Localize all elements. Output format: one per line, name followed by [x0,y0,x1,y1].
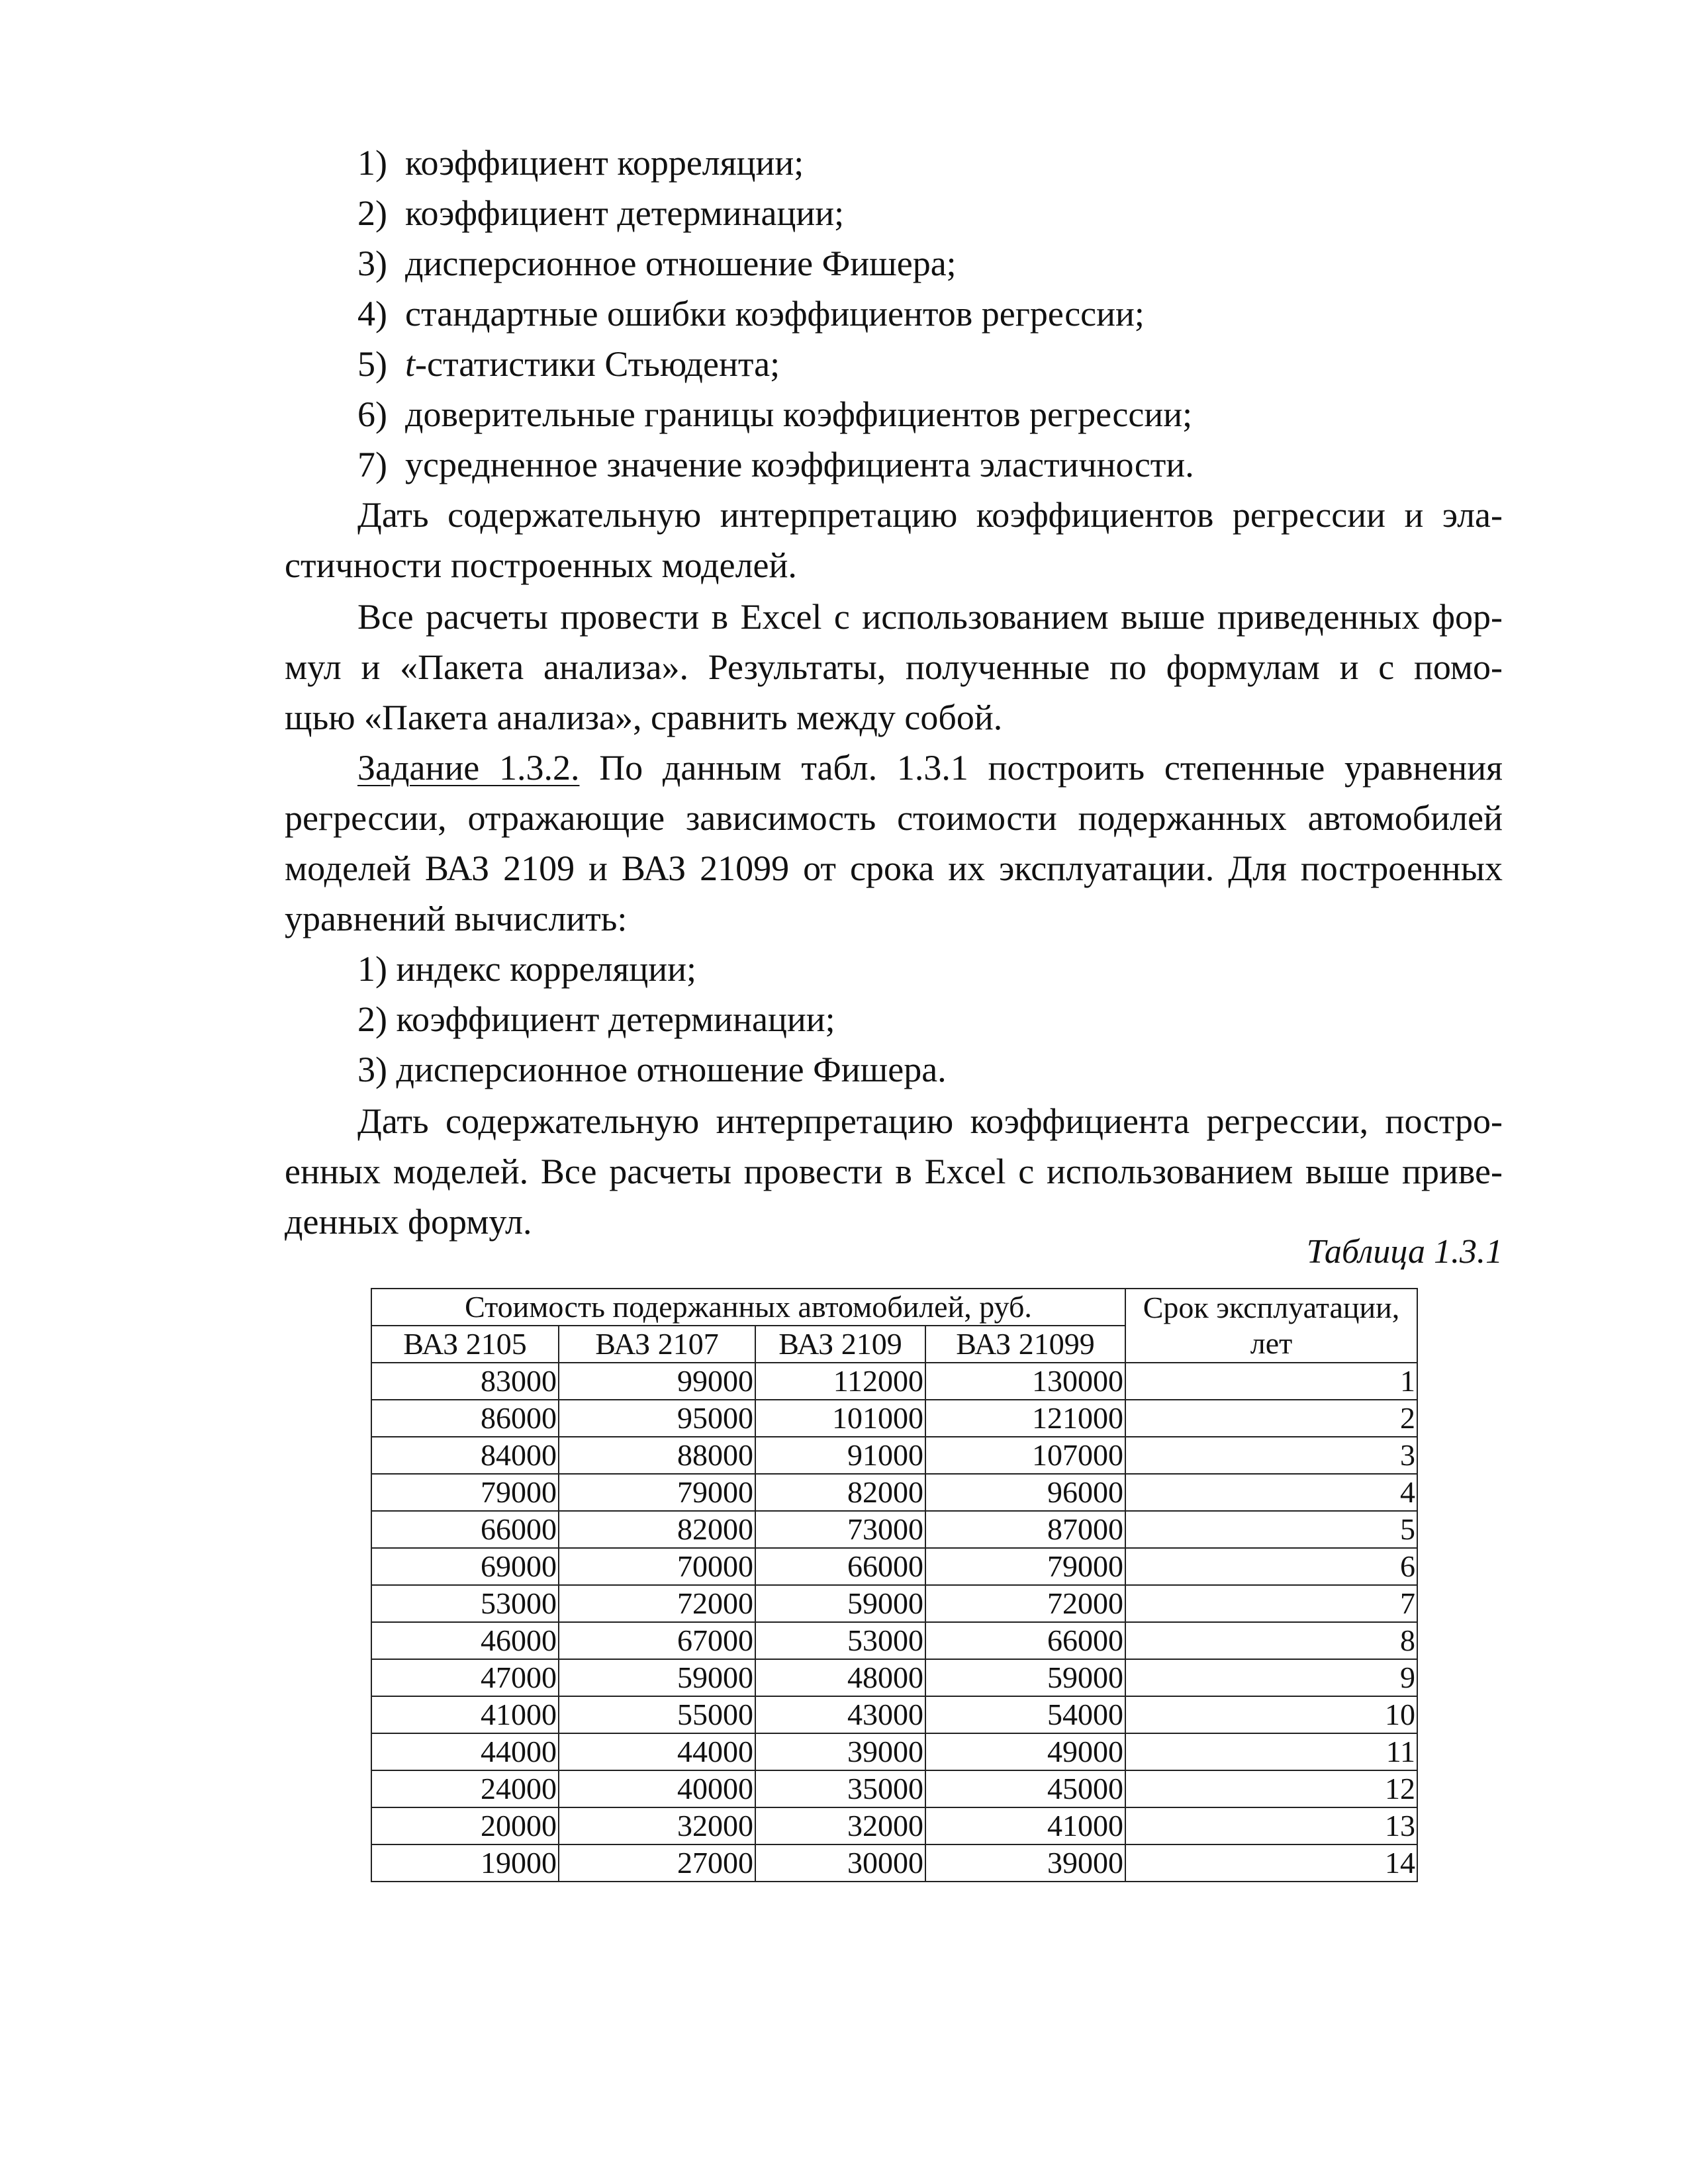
table-cell: 53000 [371,1585,559,1622]
table-row [371,1844,1417,1882]
table-cell: 44000 [559,1733,755,1770]
header-vaz-2109: ВАЗ 2109 [755,1326,925,1363]
table-header-row [371,1289,1417,1326]
table-cell: 6 [1125,1548,1417,1585]
table-cell: 39000 [925,1844,1125,1882]
table-cell: 66000 [371,1511,559,1548]
table-body [371,1363,1417,1882]
table-row [371,1585,1417,1622]
t-symbol: t [404,344,415,384]
list-item: 4) стандартные ошибки коэффициентов регрессии; [357,294,1145,334]
table-row [371,1548,1417,1585]
table-cell: 112000 [755,1363,925,1400]
table-cell: 72000 [559,1585,755,1622]
table-cell: 41000 [925,1807,1125,1844]
list-item: 5) t-статистики Стьюдента; [357,344,780,384]
table-cell: 95000 [559,1400,755,1437]
table-caption: Таблица 1.3.1 [1306,1233,1503,1271]
car-cost-table [371,1288,1418,1882]
table-row [371,1474,1417,1511]
table-cell: 84000 [371,1437,559,1474]
table-cell: 19000 [371,1844,559,1882]
table-cell: 20000 [371,1807,559,1844]
header-cost-group: Стоимость подержанных автомобилей, руб. [371,1289,1125,1326]
table-cell: 91000 [755,1437,925,1474]
table-cell: 96000 [925,1474,1125,1511]
paragraph-line: уравнений вычислить: [285,899,628,938]
table-cell: 59000 [755,1585,925,1622]
paragraph-line: енных моделей. Все расчеты провести в Excel с использованием выше приве- [285,1152,1503,1191]
list-item: 2) коэффициент детерминации; [357,999,835,1039]
paragraph-line: денных формул. [285,1202,532,1242]
table-cell: 87000 [925,1511,1125,1548]
paragraph-line: стичности построенных моделей. [285,545,797,585]
paragraph-line: регрессии, отражающие зависимость стоимости подержанных автомобилей [285,798,1503,838]
table-cell: 82000 [755,1474,925,1511]
table-cell: 13 [1125,1807,1417,1844]
table-cell: 53000 [755,1622,925,1659]
table-cell: 7 [1125,1585,1417,1622]
table-row [371,1696,1417,1733]
table-cell: 45000 [925,1770,1125,1807]
table-cell: 43000 [755,1696,925,1733]
table-cell: 5 [1125,1511,1417,1548]
table-cell: 3 [1125,1437,1417,1474]
table-cell: 14 [1125,1844,1417,1882]
list-item: 3) дисперсионное отношение Фишера. [357,1050,947,1089]
paragraph-line: Все расчеты провести в Excel с использованием выше приведенных фор- [357,597,1503,637]
table-cell: 40000 [559,1770,755,1807]
table-cell: 44000 [371,1733,559,1770]
table-cell: 49000 [925,1733,1125,1770]
table-row [371,1437,1417,1474]
table-cell: 41000 [371,1696,559,1733]
table-row [371,1770,1417,1807]
table-cell: 88000 [559,1437,755,1474]
table-cell: 101000 [755,1400,925,1437]
table-cell: 82000 [559,1511,755,1548]
table-cell: 48000 [755,1659,925,1696]
table-cell: 70000 [559,1548,755,1585]
paragraph-line: Дать содержательную интерпретацию коэффициента регрессии, постро- [357,1101,1503,1141]
table-cell: 46000 [371,1622,559,1659]
table-row [371,1511,1417,1548]
paragraph-line: моделей ВАЗ 2109 и ВАЗ 21099 от срока их эксплуатации. Для построенных [285,848,1503,888]
table-cell: 8 [1125,1622,1417,1659]
paragraph-line: щью «Пакета анализа», сравнить между собой. [285,698,1003,737]
table-cell: 55000 [559,1696,755,1733]
table-cell: 73000 [755,1511,925,1548]
table-cell: 59000 [925,1659,1125,1696]
table-cell: 54000 [925,1696,1125,1733]
table-row [371,1733,1417,1770]
table-cell: 130000 [925,1363,1125,1400]
table-row [371,1659,1417,1696]
table-cell: 11 [1125,1733,1417,1770]
table-cell: 121000 [925,1400,1125,1437]
table-cell: 39000 [755,1733,925,1770]
table-cell: 79000 [559,1474,755,1511]
table-row [371,1807,1417,1844]
paragraph-line: Задание 1.3.2. По данным табл. 1.3.1 построить степенные уравнения [357,748,1503,788]
header-vaz-2107: ВАЗ 2107 [559,1326,755,1363]
list-item: 3) дисперсионное отношение Фишера; [357,244,957,283]
task-label: Задание 1.3.2. [357,748,580,788]
table-cell: 12 [1125,1770,1417,1807]
table-cell: 69000 [371,1548,559,1585]
table-cell: 10 [1125,1696,1417,1733]
list-item: 1) индекс корреляции; [357,949,697,989]
table-cell: 27000 [559,1844,755,1882]
table-cell: 32000 [755,1807,925,1844]
list-item: 7) усредненное значение коэффициента эластичности. [357,445,1194,484]
table-cell: 59000 [559,1659,755,1696]
paragraph-line: Дать содержательную интерпретацию коэффициентов регрессии и эла- [357,495,1503,535]
table-cell: 66000 [925,1622,1125,1659]
header-term: Срок эксплуатации, лет [1125,1289,1417,1363]
list-item: 2) коэффициент детерминации; [357,193,845,233]
table-cell: 4 [1125,1474,1417,1511]
table-cell: 9 [1125,1659,1417,1696]
table-row [371,1400,1417,1437]
table-row [371,1363,1417,1400]
table-cell: 24000 [371,1770,559,1807]
table-cell: 83000 [371,1363,559,1400]
table-row [371,1622,1417,1659]
table-cell: 79000 [925,1548,1125,1585]
header-vaz-21099: ВАЗ 21099 [925,1326,1125,1363]
table-cell: 32000 [559,1807,755,1844]
list-item: 6) доверительные границы коэффициентов регрессии; [357,394,1193,434]
table-cell: 99000 [559,1363,755,1400]
table-cell: 79000 [371,1474,559,1511]
table-cell: 30000 [755,1844,925,1882]
table-cell: 86000 [371,1400,559,1437]
table-cell: 67000 [559,1622,755,1659]
table-cell: 35000 [755,1770,925,1807]
table-cell: 107000 [925,1437,1125,1474]
header-vaz-2105: ВАЗ 2105 [371,1326,559,1363]
paragraph-line: мул и «Пакета анализа». Результаты, полученные по формулам и с помо- [285,647,1503,687]
table-cell: 1 [1125,1363,1417,1400]
table-cell: 47000 [371,1659,559,1696]
table-cell: 66000 [755,1548,925,1585]
table-cell: 2 [1125,1400,1417,1437]
list-item: 1) коэффициент корреляции; [357,143,804,183]
table-cell: 72000 [925,1585,1125,1622]
